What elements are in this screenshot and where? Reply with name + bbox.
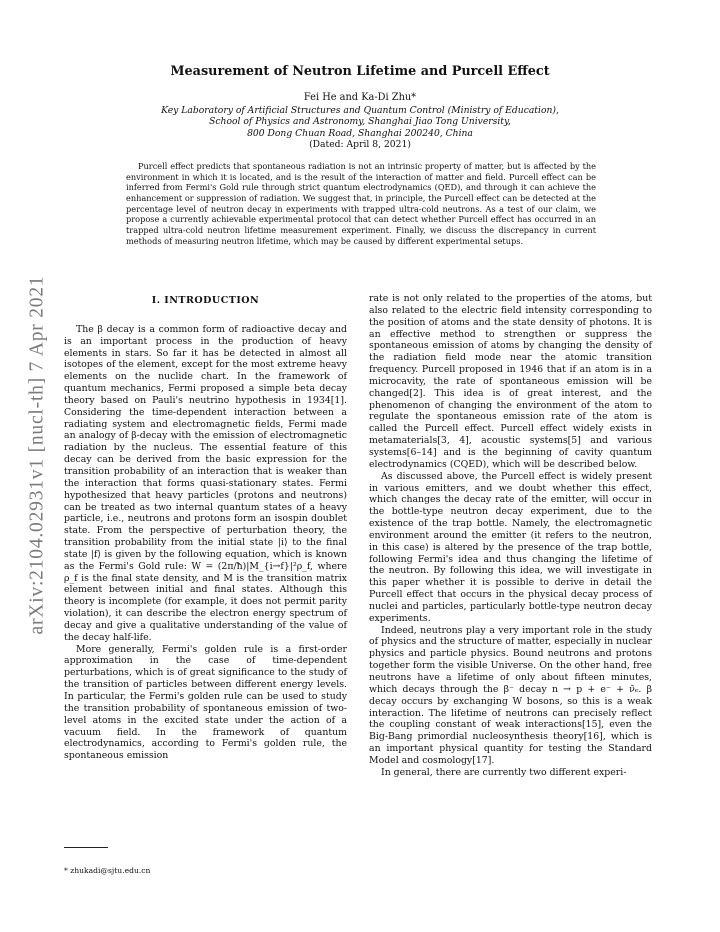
body-paragraph: rate is not only related to the properties of the atoms, but also related to the electric field intensity corresponding to the position of atoms and the state density of photons. It is an effective method to strengthen or suppress the spontaneous emission of atoms by changing the density of the radiation field mode near the atomic transition frequency. Purcell proposed in 1946 that if an atom is in a microcavity, the rate of spontaneous emission will be changed[2]. This idea is of great interest, and the phenomenon of changing the environment of the atom to regulate the spontaneous emission rate of the atom is called the Purcell effect. Purcell effect widely exists in metamaterials[3, 4], acoustic systems[5] and various systems[6–14] and is the beginning of cavity quantum electrodynamics (CQED), which will be described below. bbox=[369, 293, 652, 470]
authors: Fei He and Ka-Di Zhu* bbox=[303, 92, 417, 103]
affiliation-line-2: School of Physics and Astronomy, Shanghai Jiao Tong University, bbox=[209, 116, 511, 128]
body-paragraph: Indeed, neutrons play a very important role in the study of physics and the structure of matter, especially in nuclear physics and particle physics. Bound neutrons and protons together form the visible Universe. On the other hand, free neutrons have a lifetime of only about fifteen minutes, which decays through the β⁻ decay n → p + e⁻ + ν̄ₑ. β decay occurs by exchanging W bosons, so this is a weak interaction. The lifetime of neutrons can precisely reflect the coupling constant of weak interactions[15], even the Big-Bang primordial nucleosynthesis theory[16], which is an important physical quantity for testing the Standard Model and cosmology[17]. bbox=[369, 624, 652, 766]
footnote-divider bbox=[64, 847, 108, 848]
body-paragraph: As discussed above, the Purcell effect is widely present in various emitters, and we doubt whether this effect, which changes the decay rate of the emitter, will occur in the bottle-type neutron decay experiment, due to the existence of the trap bottle. Namely, the electromagnetic environment around the emitter (it refers to the neutron, in this case) is altered by the presence of the trap bottle, following Fermi's idea and thus changing the lifetime of the neutron. By following this idea, we will investigate in this paper whether it is possible to derive in detail the Purcell effect that occurs in the physical decay process of nuclei and particles, particularly bottle-type neutron decay experiments. bbox=[369, 470, 652, 624]
paper-title: Measurement of Neutron Lifetime and Purcell Effect bbox=[170, 64, 550, 79]
body-paragraph: The β decay is a common form of radioactive decay and is an important process in the production of heavy elements in stars. So far it has be detected in almost all isotopes of the element, except for the most extreme heavy elements on the nuclide chart. In the framework of quantum mechanics, Fermi proposed a simple beta decay theory based on Pauli's neutrino hypothesis in 1934[1]. Considering the time-dependent interaction between a radiating system and electromagnetic fields, Fermi made an analogy of β-decay with the emission of electromagnetic radiation by the nucleus. The essential feature of this decay can be derived from the basic expression for the transition probability of an interaction that is weaker than the interaction that forms quasi-stationary states. Fermi hypothesized that heavy particles (protons and neutrons) can be treated as two internal quantum states of a heavy particle, i.e., neutrons and protons form an isospin doublet state. From the perspective of perturbation theory, the transition probability from the initial state |i⟩ to the final state |f⟩ is given by the following equation, which is known as the Fermi's Gold rule: W = (2π/ħ)|M_{i→f}|²ρ_f, where ρ_f is the final state density, and M is the transition matrix element between initial and final states. Although this theory is incomplete (for example, it does not permit parity violation), it can describe the electron energy spectrum of decay and give a qualitative understanding of the value of the decay half-life. bbox=[64, 323, 347, 643]
affiliation-line-1: Key Laboratory of Artificial Structures and Quantum Control (Ministry of Education), bbox=[161, 104, 559, 116]
left-column bbox=[64, 295, 347, 762]
abstract: Purcell effect predicts that spontaneous radiation is not an intrinsic property of matter, but is affected by the environment in which it is located, and is the result of the interaction of matter and field. Purcell effect can be inferred from Fermi's Gold rule through strict quantum electrodynamics (QED), and through it can achieve the enhancement or suppression of radiation. We suggest that, in principle, the Purcell effect can be detected at the percentage level of neutron decay in experiments with trapped ultra-cold neutrons. As a test of our claim, we propose a currently achievable experimental protocol that can detect whether Purcell effect has occurred in an trapped ultra-cold neutron lifetime measurement experiment. Finally, we discuss the discrepancy in current methods of measuring neutron lifetime, which may be caused by different experimental setups. bbox=[126, 161, 596, 246]
footnote: * zhukadi@sjtu.edu.cn bbox=[64, 866, 151, 875]
body-paragraph: More generally, Fermi's golden rule is a first-order approximation in the case of time-dependent perturbations, which is of great significance to the study of the transition of particles between different energy levels. In particular, the Fermi's golden rule can be used to study the transition probability of spontaneous emission of two-level atoms in the excited state under the action of a vacuum field. In the framework of quantum electrodynamics, according to Fermi's golden rule, the spontaneous emission bbox=[64, 643, 347, 762]
dated: (Dated: April 8, 2021) bbox=[309, 139, 411, 151]
affiliation-line-3: 800 Dong Chuan Road, Shanghai 200240, China bbox=[247, 127, 473, 139]
arxiv-identifier-text: arXiv:2104.02931v1 [nucl-th] 7 Apr 2021 bbox=[26, 275, 47, 635]
arxiv-identifier bbox=[22, 240, 52, 670]
author-block bbox=[100, 92, 620, 151]
body-paragraph: In general, there are currently two different experi- bbox=[381, 766, 627, 778]
right-column bbox=[369, 293, 652, 779]
section-heading: I. INTRODUCTION bbox=[151, 295, 260, 306]
